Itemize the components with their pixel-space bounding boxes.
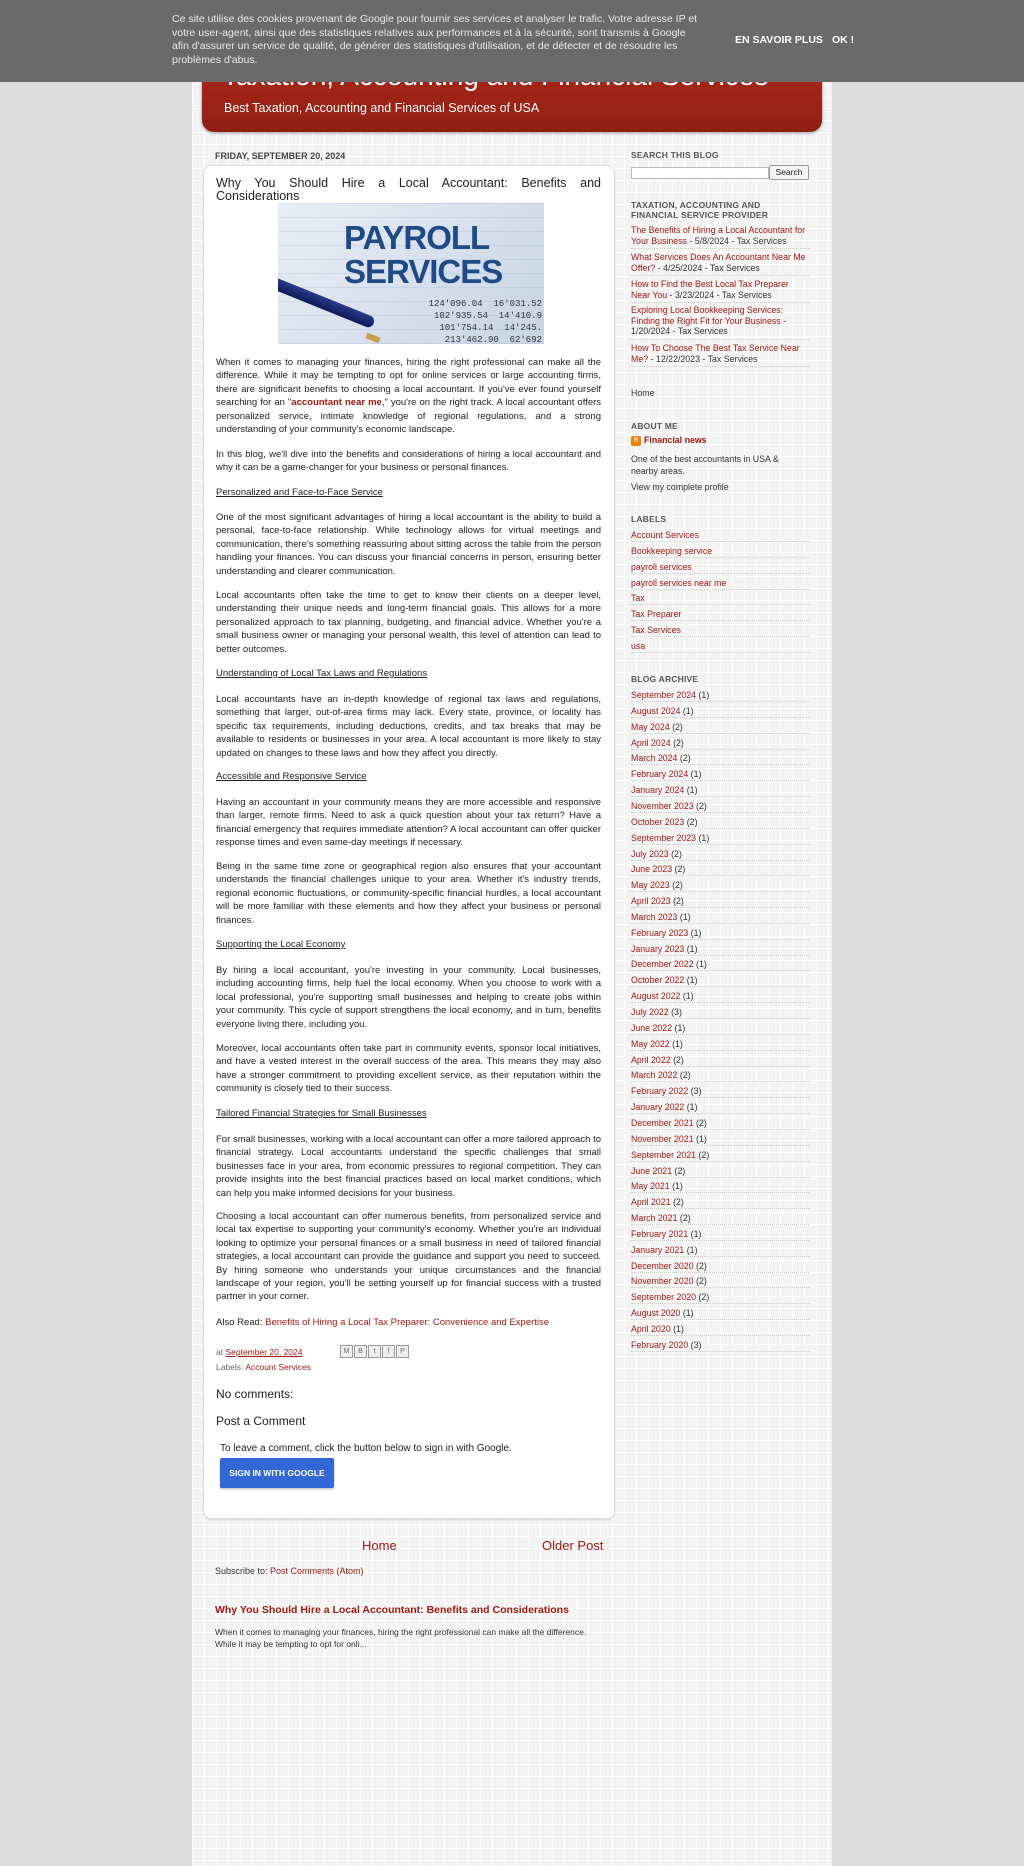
archive-item xyxy=(631,1292,809,1304)
archive-month-link[interactable]: April 2023 xyxy=(631,896,671,907)
archive-month-link[interactable]: February 2022 xyxy=(631,1086,689,1097)
popular-post-meta: - 4/25/2024 - Tax Services xyxy=(655,262,760,273)
archive-count: (2) xyxy=(684,816,698,827)
blogger-icon: B xyxy=(631,436,641,446)
archive-month-link[interactable]: January 2024 xyxy=(631,785,685,796)
archive-month-link[interactable]: December 2020 xyxy=(631,1260,694,1271)
label-link[interactable]: Bookkeeping service xyxy=(631,546,713,556)
payroll-services-image xyxy=(278,203,544,344)
label-item xyxy=(631,609,809,621)
email-share-icon[interactable]: M xyxy=(340,1345,353,1358)
heading-personalized: Personalized and Face-to-Face Service xyxy=(216,487,383,498)
archive-month-link[interactable]: April 2020 xyxy=(631,1324,671,1334)
archive-item xyxy=(631,738,809,750)
popular-post-item xyxy=(631,252,809,276)
archive-month-link[interactable]: November 2020 xyxy=(631,1276,694,1287)
popular-post-item xyxy=(631,343,809,367)
archive-item xyxy=(631,1118,809,1130)
post-footer-date xyxy=(216,1346,302,1359)
label-item xyxy=(631,578,809,590)
search-input[interactable] xyxy=(631,167,769,179)
paragraph-6: Having an accountant in your community means they are more accessible and responsive than larger, remote firms. Need to ask a quick question about your tax return? Have a financial emergency that requires immediate attention? A local accountant can offer quicker response times and even same-day meetings if necessary. xyxy=(216,797,601,849)
archive-item xyxy=(631,849,809,861)
archive-month-link[interactable]: June 2021 xyxy=(631,1165,673,1176)
archive-count: (3) xyxy=(668,1007,682,1017)
popular-post-item xyxy=(631,279,809,303)
label-link[interactable]: usa xyxy=(631,641,646,651)
intro-text-b: ," you're on the right track. A local accountant offers personalized service, intimate knowledge of regional regulations, and a strong understanding of your community's economic landscape. xyxy=(216,397,602,436)
popular-post-item xyxy=(631,305,809,340)
archive-item xyxy=(631,1245,809,1257)
popular-post-meta: - 3/23/2024 - Tax Services xyxy=(667,289,772,300)
archive-item xyxy=(631,1276,809,1288)
archive-count: (2) xyxy=(696,1149,710,1160)
archive-count: (1) xyxy=(693,1133,707,1144)
archive-item xyxy=(631,722,809,734)
share-buttons xyxy=(340,1345,409,1358)
archive-count: (2) xyxy=(670,896,684,907)
post-labels xyxy=(216,1361,311,1374)
popular-post-link[interactable]: Exploring Local Bookkeeping Services: Finding the Right Fit for Your Business xyxy=(631,305,784,326)
archive-count: (1) xyxy=(684,1102,698,1113)
pager-home-link[interactable]: Home xyxy=(362,1538,397,1553)
archive-month-link[interactable]: August 2024 xyxy=(631,705,681,716)
intro-text-a: When it comes to managing your finances, hiring the right professional can make all the difference. While it may be tempting to opt for online services or large accounting firms, there are significant benefits to choosing a local accountant. If you've ever found yourself searching for an " xyxy=(216,357,601,409)
archive-month-link[interactable]: September 2021 xyxy=(631,1149,697,1160)
archive-count: (2) xyxy=(672,1165,686,1176)
archive-count: (3) xyxy=(688,1086,702,1097)
archive-count: (1) xyxy=(677,911,691,922)
twitter-share-icon[interactable]: t xyxy=(368,1345,381,1358)
archive-count: (3) xyxy=(688,1339,702,1350)
cookie-message: Ce site utilise des cookies provenant de Google pour fournir ses services et analyser le trafic. Votre adresse IP et votre user-agent, ainsi que des statistiques relatives aux performances et à la sécurité, sont transmis à Google afin d'assurer un service de qualité, de générer des statistiques d'utilisation, et de détecter et de résoudre les problèmes d'abus. xyxy=(172,13,698,66)
archive-month-link[interactable]: February 2024 xyxy=(631,769,689,780)
archive-item xyxy=(631,880,809,892)
date-header: FRIDAY, SEPTEMBER 20, 2024 xyxy=(215,151,346,161)
archive-item xyxy=(631,1181,809,1193)
subscribe-line xyxy=(215,1566,364,1576)
popular-post-link[interactable]: What Services Does An Accountant Near Me Offer? xyxy=(631,252,806,273)
archive-month-link[interactable]: May 2022 xyxy=(631,1038,670,1049)
archive-count: (1) xyxy=(669,1181,683,1192)
archive-month-link[interactable]: March 2023 xyxy=(631,911,678,922)
about-profile-name xyxy=(631,435,809,446)
popular-post-link[interactable]: How To Choose The Best Tax Service Near Me? xyxy=(631,343,800,364)
next-post-title-link[interactable]: Why You Should Hire a Local Accountant: Benefits and Considerations xyxy=(215,1604,569,1616)
paragraph-intro xyxy=(216,356,601,436)
archive-month-link[interactable]: July 2022 xyxy=(631,1007,669,1017)
about-text: One of the best accountants in USA & nearby areas. xyxy=(631,454,779,476)
view-profile-link[interactable]: View my complete profile xyxy=(631,482,729,492)
post-date-link[interactable]: September 20, 2024 xyxy=(225,1347,303,1357)
image-text-payroll: PAYROLL xyxy=(344,219,490,256)
archive-item xyxy=(631,1086,809,1098)
archive-month-link[interactable]: September 2020 xyxy=(631,1292,697,1303)
archive-count: (1) xyxy=(670,1324,684,1334)
archive-month-link[interactable]: January 2021 xyxy=(631,1244,685,1255)
archive-month-link[interactable]: February 2023 xyxy=(631,927,689,938)
archive-item xyxy=(631,817,809,829)
image-numbers: 124'096.04 16'031.52 102'935.54 14'410.9 101'754.14 14'245. 213'462.90 62'692 xyxy=(428,299,542,344)
archive-item xyxy=(631,896,809,908)
post-title: Why You Should Hire a Local Accountant: Benefits and Considerations xyxy=(216,176,601,204)
popular-post-link[interactable]: How to Find the Best Local Tax Preparer Near You xyxy=(631,279,789,300)
label-item xyxy=(631,562,809,574)
archive-item xyxy=(631,1261,809,1273)
sign-in-with-google-button[interactable]: SIGN IN WITH GOOGLE xyxy=(220,1458,334,1488)
archive-item xyxy=(631,928,809,940)
label-link[interactable]: Tax xyxy=(631,593,645,603)
labels-heading: LABELS xyxy=(631,514,667,524)
archive-count: (1) xyxy=(684,785,698,796)
archive-item xyxy=(631,1023,809,1035)
archive-item xyxy=(631,1213,809,1225)
paragraph-5: Local accountants have an in-depth knowledge of regional tax laws and regulations, something that larger, out-of-area firms may lack. Every state, province, or locality has specific tax requirements, including deductions, credits, and tax breaks that may be available to residents or businesses in your area. A local accountant is more likely to stay updated on changes to these laws and how they affect you directly. xyxy=(216,694,601,759)
archive-count: (1) xyxy=(680,705,694,716)
archive-item xyxy=(631,975,809,987)
archive-month-link[interactable]: June 2022 xyxy=(631,1022,673,1033)
archive-count: (1) xyxy=(684,943,698,954)
no-comments-heading: No comments: xyxy=(216,1387,294,1401)
popular-post-link[interactable]: The Benefits of Hiring a Local Accountant for Your Business xyxy=(631,225,806,246)
archive-count: (2) xyxy=(669,721,683,732)
archive-count: (2) xyxy=(693,1260,707,1271)
paragraph-3: One of the most significant advantages of hiring a local accountant is the ability to build a personal, face-to-face relationship. While technology allows for virtual meetings and communication, there's something reassuring about sitting across the table from the person handling your finances. You can discuss your financial concerns in person, ensuring better understanding and clearer communication. xyxy=(216,512,601,577)
archive-month-link[interactable]: August 2020 xyxy=(631,1308,681,1319)
archive-item xyxy=(631,1039,809,1051)
archive-month-link[interactable]: February 2021 xyxy=(631,1228,689,1239)
subscribe-label: Subscribe to: xyxy=(215,1566,271,1576)
archive-count: (2) xyxy=(693,800,707,811)
archive-month-link[interactable]: April 2022 xyxy=(631,1054,671,1065)
archive-month-link[interactable]: January 2023 xyxy=(631,943,685,954)
archive-item xyxy=(631,1229,809,1241)
paragraph-7: Being in the same time zone or geographical region also ensures that your accountant understands the financial challenges unique to your area. Whether it's industry trends, regional economic fluctuations, or community-specific financial hurdles, a local accountant will be more familiar with these elements and how they affect your business or personal finances. xyxy=(216,861,601,926)
archive-item xyxy=(631,690,809,702)
archive-item xyxy=(631,1197,809,1209)
archive-count: (2) xyxy=(668,848,682,859)
blog-description: Best Taxation, Accounting and Financial Services of USA xyxy=(224,101,540,115)
archive-item xyxy=(631,1102,809,1114)
label-link[interactable]: Tax Services xyxy=(631,625,681,635)
pinterest-share-icon[interactable]: P xyxy=(396,1345,409,1358)
archive-item xyxy=(631,753,809,765)
archive-month-link[interactable]: June 2023 xyxy=(631,864,673,875)
also-read xyxy=(216,1316,549,1329)
cookie-banner xyxy=(0,0,1024,82)
archive-count: (2) xyxy=(677,1070,691,1081)
archive-month-link[interactable]: March 2022 xyxy=(631,1070,678,1081)
post-comment-heading: Post a Comment xyxy=(216,1414,306,1428)
labels-label: Labels: xyxy=(216,1362,246,1372)
archive-item xyxy=(631,1134,809,1146)
archive-month-link[interactable]: December 2022 xyxy=(631,959,694,970)
label-item xyxy=(631,546,809,558)
archive-count: (1) xyxy=(696,690,710,700)
archive-item xyxy=(631,959,809,971)
heading-tailored: Tailored Financial Strategies for Small Businesses xyxy=(216,1108,427,1119)
archive-month-link[interactable]: February 2020 xyxy=(631,1339,689,1350)
blogthis-share-icon[interactable]: B xyxy=(354,1345,367,1358)
archive-count: (1) xyxy=(680,991,694,1002)
archive-month-link[interactable]: March 2024 xyxy=(631,753,678,764)
archive-item xyxy=(631,1166,809,1178)
archive-item xyxy=(631,1070,809,1082)
popular-post-meta: - 12/22/2023 - Tax Services xyxy=(648,353,758,364)
archive-month-link[interactable]: May 2023 xyxy=(631,880,670,891)
label-link[interactable]: Tax Preparer xyxy=(631,609,682,619)
learn-more-button[interactable]: EN SAVOIR PLUS xyxy=(735,34,823,46)
archive-count: (2) xyxy=(677,753,691,764)
archive-month-link[interactable]: November 2023 xyxy=(631,800,694,811)
archive-count: (2) xyxy=(693,1276,707,1287)
paragraph-4: Local accountants often take the time to get to know their clients on a deeper level, understanding their unique needs and long-term financial goals. This allows for a more personalized approach to tax planning, budgeting, and financial advice. Whether you're a small business owner or managing your personal wealth, this level of attention can lead to better outcomes. xyxy=(216,590,601,655)
archive-item xyxy=(631,706,809,718)
archive-month-link[interactable]: January 2022 xyxy=(631,1102,685,1113)
pen-nib-graphic xyxy=(365,333,380,344)
search-button[interactable]: Search xyxy=(769,165,809,180)
archive-month-link[interactable]: September 2024 xyxy=(631,690,697,700)
archive-month-link[interactable]: October 2023 xyxy=(631,816,685,827)
archive-month-link[interactable]: September 2023 xyxy=(631,832,697,843)
archive-count: (1) xyxy=(688,769,702,780)
archive-count: (1) xyxy=(688,1228,702,1239)
archive-month-link[interactable]: August 2022 xyxy=(631,991,681,1002)
search-heading: SEARCH THIS BLOG xyxy=(631,150,719,160)
archive-heading: BLOG ARCHIVE xyxy=(631,674,699,684)
paragraph-11: Choosing a local accountant can offer numerous benefits, from personalized service and local tax expertise to supporting your community's economy. Whether you're an individual looking to optimize your personal finances or a small business in need of tailored financial strategies, a local accountant can provide the guidance and support you need to succeed. By hiring someone who understands your unique circumstances and the financial landscape of your region, you'll be setting yourself up for financial success with a trusted partner in your corner. xyxy=(216,1211,601,1303)
archive-count: (2) xyxy=(693,1117,707,1128)
archive-count: (2) xyxy=(677,1213,691,1224)
next-post-snippet: When it comes to managing your finances, hiring the right professional can make all the difference. While it may be tempting to opt for onli... xyxy=(215,1627,587,1649)
archive-month-link[interactable]: May 2021 xyxy=(631,1181,670,1192)
profile-name-link[interactable]: Financial news xyxy=(644,435,707,445)
archive-month-link[interactable]: October 2022 xyxy=(631,975,685,986)
archive-count: (1) xyxy=(693,959,707,970)
at-label: at xyxy=(216,1347,226,1357)
archive-month-link[interactable]: May 2024 xyxy=(631,721,670,732)
archive-count: (1) xyxy=(684,1244,698,1255)
archive-count: (1) xyxy=(672,1022,686,1033)
archive-count: (2) xyxy=(696,1292,710,1303)
also-read-link[interactable]: Benefits of Hiring a Local Tax Preparer: Convenience and Expertise xyxy=(265,1317,550,1328)
heading-accessible: Accessible and Responsive Service xyxy=(216,771,367,782)
archive-item xyxy=(631,1055,809,1067)
archive-month-link[interactable]: March 2021 xyxy=(631,1213,678,1224)
older-post-link[interactable]: Older Post xyxy=(542,1538,604,1553)
about-heading: ABOUT ME xyxy=(631,421,678,431)
archive-item xyxy=(631,1340,809,1352)
archive-count: (1) xyxy=(680,1308,694,1319)
archive-item xyxy=(631,912,809,924)
heading-local-economy: Supporting the Local Economy xyxy=(216,939,346,950)
archive-item xyxy=(631,801,809,813)
archive-item xyxy=(631,785,809,797)
paragraph-10: For small businesses, working with a local accountant can offer a more tailored approach to financial strategy. Local accountants understand the specific challenges that small businesses face in your area, from economic pressures to regional competition. They can provide insights into the best financial practices based on local market conditions, which can help you make informed decisions for your business. xyxy=(216,1134,601,1199)
post-card xyxy=(203,165,615,1519)
archive-month-link[interactable]: April 2024 xyxy=(631,737,671,748)
facebook-share-icon[interactable]: f xyxy=(382,1345,395,1358)
also-read-label: Also Read: xyxy=(216,1317,266,1328)
label-item xyxy=(631,593,809,605)
accountant-near-me-link[interactable]: accountant near me xyxy=(291,397,382,409)
archive-month-link[interactable]: November 2021 xyxy=(631,1133,694,1144)
archive-count: (1) xyxy=(688,927,702,938)
label-item xyxy=(631,530,809,542)
archive-count: (2) xyxy=(670,1054,684,1065)
popular-post-item xyxy=(631,225,809,249)
archive-month-link[interactable]: July 2023 xyxy=(631,848,669,859)
archive-item xyxy=(631,864,809,876)
archive-item xyxy=(631,1007,809,1019)
label-item xyxy=(631,625,809,637)
label-link[interactable]: payroll services near me xyxy=(631,578,727,588)
comment-instruction: To leave a comment, click the button below to sign in with Google. xyxy=(220,1443,512,1454)
heading-tax-laws: Understanding of Local Tax Laws and Regulations xyxy=(216,668,428,679)
label-item xyxy=(631,641,809,653)
archive-month-link[interactable]: April 2021 xyxy=(631,1197,671,1208)
archive-item xyxy=(631,1324,809,1336)
label-link[interactable]: payroll services xyxy=(631,562,692,572)
archive-count: (2) xyxy=(672,864,686,875)
archive-count: (1) xyxy=(696,832,710,843)
archive-count: (2) xyxy=(670,737,684,748)
provider-heading: TAXATION, ACCOUNTING AND FINANCIAL SERVICE PROVIDER xyxy=(631,200,769,220)
archive-count: (1) xyxy=(669,1038,683,1049)
popular-post-meta: - 5/8/2024 - Tax Services xyxy=(686,235,787,246)
archive-item xyxy=(631,769,809,781)
archive-month-link[interactable]: December 2021 xyxy=(631,1117,694,1128)
sidebar-home-link[interactable]: Home xyxy=(631,388,655,398)
archive-item xyxy=(631,1308,809,1320)
archive-count: (2) xyxy=(670,1197,684,1208)
archive-count: (2) xyxy=(669,880,683,891)
archive-item xyxy=(631,833,809,845)
archive-count: (1) xyxy=(684,975,698,986)
paragraph-2: In this blog, we'll dive into the benefits and considerations of hiring a local accountant and why it can be a game-changer for your business or personal finances. xyxy=(216,449,601,474)
popular-post-meta: - 1/20/2024 - Tax Services xyxy=(631,315,787,336)
label-account-services-link[interactable]: Account Services xyxy=(245,1362,311,1372)
archive-item xyxy=(631,991,809,1003)
post-comments-atom-link[interactable]: Post Comments (Atom) xyxy=(270,1566,364,1576)
archive-item xyxy=(631,1150,809,1162)
cookie-ok-button[interactable]: OK ! xyxy=(832,34,855,46)
paragraph-9: Moreover, local accountants often take part in community events, sponsor local initiatives, and have a vested interest in the overall success of the area. This means they may also have a stronger commitment to providing excellent service, as their reputation within the community is closely tied to their success. xyxy=(216,1043,601,1095)
label-link[interactable]: Account Services xyxy=(631,530,699,540)
archive-item xyxy=(631,944,809,956)
image-text-services: SERVICES xyxy=(344,253,503,290)
paragraph-8: By hiring a local accountant, you're investing in your community. Local businesses, including accounting firms, help fuel the local economy. When you choose to work with a local professional, you're supporting small businesses and helping to create jobs within your community. This cycle of support strengthens the local economy, and in turn, benefits everyone living there, including you. xyxy=(216,965,601,1030)
